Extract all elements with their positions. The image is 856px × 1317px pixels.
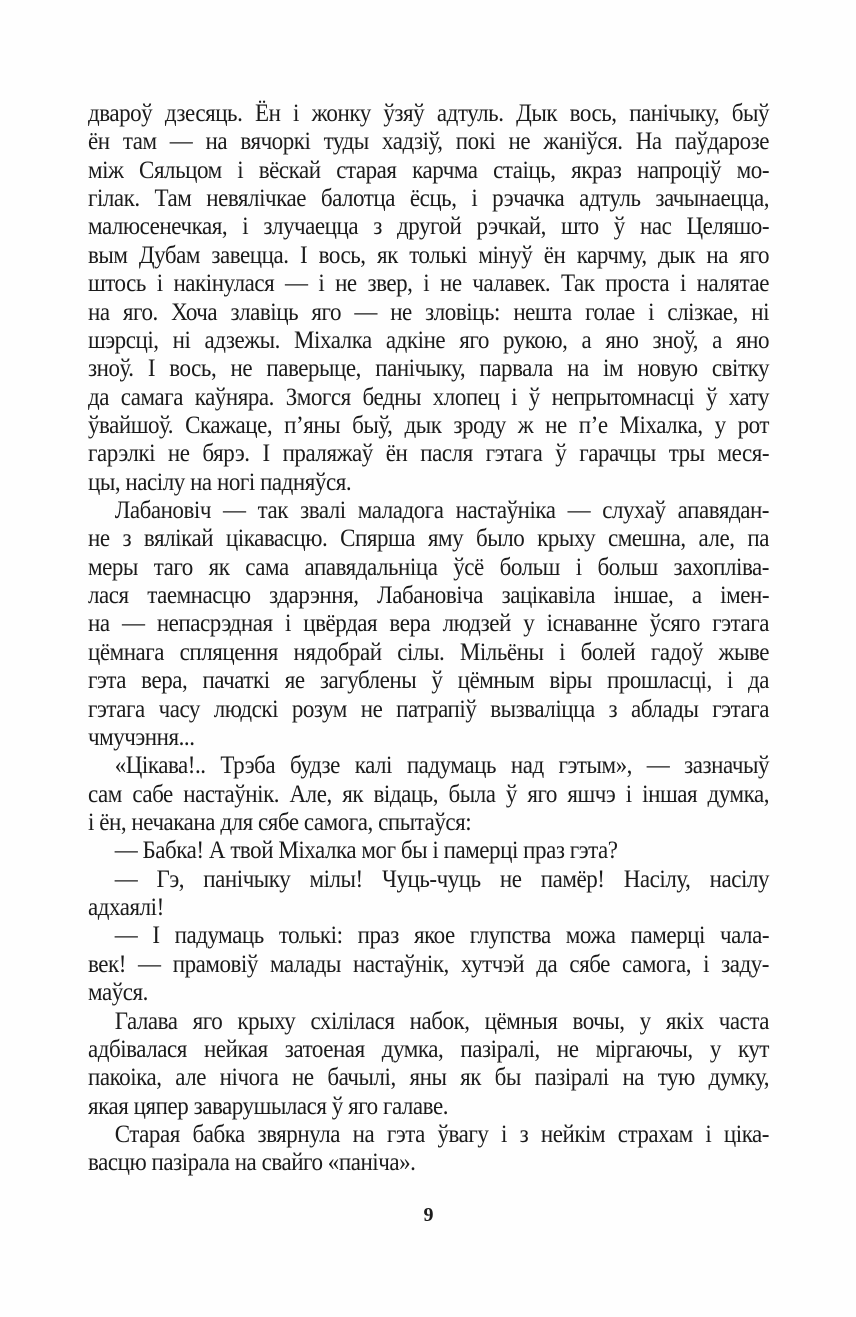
text-line: меры таго як сама апавядальніца ўсё больш і больш захопліва-: [88, 553, 770, 581]
text-line: адбівалася нейкая затоеная думка, пазіралі, не міргаючы, у кут: [88, 1035, 770, 1063]
text-line: гэта вера, пачаткі яе загублены ў цёмным віры прошласці, і да: [88, 667, 770, 695]
text-line: малюсенечкая, і злучаецца з другой рэчкай, што ў нас Целяшо-: [88, 213, 770, 241]
text-line: — Гэ, панічыку мілы! Чуць-чуць не памёр! Насілу, насілу: [114, 865, 770, 893]
text-line: на яго. Хоча злавіць яго — не зловіць: нешта голае і слізкае, ні: [88, 298, 770, 326]
text-line: васцю пазірала на свайго «паніча».: [88, 1149, 416, 1177]
text-line: якая цяпер заварушылася ў яго галаве.: [88, 1092, 448, 1120]
text-line: на — непасрэдная і цвёрдая вера людзей у існаванне ўсяго гэтага: [88, 610, 770, 638]
text-line: між Сяльцом і вёскай старая карчма стаіць, якраз напроціў мо-: [88, 156, 770, 184]
text-line: ён там — на вячоркі туды хадзіў, покі не жаніўся. На паўдарозе: [88, 128, 770, 156]
text-line: двароў дзесяць. Ён і жонку ўзяў адтуль. Дык вось, панічыку, быў: [88, 100, 770, 127]
text-line: пакоіка, але нічога не бачылі, яны як бы пазіралі на тую думку,: [88, 1064, 770, 1092]
text-line: зноў. І вось, не паверыце, панічыку, парвала на ім новую світку: [88, 355, 770, 383]
text-line: адхаялі!: [88, 894, 164, 922]
text-line: не з вялікай цікавасцю. Спярша яму было крыху смешна, але, па: [88, 525, 770, 553]
text-line: і ён, нечакана для сябе самога, спытаўся:: [88, 808, 472, 836]
text-line: вым Дубам завецца. І вось, як толькі мінуў ён карчму, дык на яго: [88, 241, 770, 269]
text-line: ўвайшоў. Скажаце, п’яны быў, дык зроду ж не п’е Міхалка, у рот: [88, 411, 770, 439]
text-line: гэтага часу людскі розум не патрапіў вызваліцца з аблады гэтага: [88, 695, 770, 723]
text-line: чмучэння...: [88, 723, 195, 751]
text-line: век! — прамовіў малады настаўнік, хутчэй да сябе самога, і заду-: [88, 950, 770, 978]
text-line: гілак. Там невялічкае балотца ёсць, і рэчачка адтуль зачынаецца,: [88, 185, 770, 213]
text-line: штось і накінулася — і не звер, і не чалавек. Так проста і налятае: [88, 270, 770, 298]
text-line: Лабановіч — так звалі маладога настаўніка — слухаў апавядан-: [114, 497, 770, 525]
page-number: 9: [423, 1204, 434, 1226]
text-line: цёмнага спляцення нядобрай сілы. Мільёны і болей гадоў жыве: [88, 638, 770, 666]
text-line: Старая бабка звярнула на гэта ўвагу і з нейкім страхам і ціка-: [114, 1120, 770, 1148]
text-line: маўся.: [88, 979, 148, 1007]
text-line: Галава яго крыху схілілася набок, цёмныя вочы, у якіх часта: [114, 1007, 770, 1035]
text-line: да самага каўняра. Змогся бедны хлопец і ў непрытомнасці ў хату: [88, 383, 770, 411]
text-line: — І падумаць толькі: праз якое глупства можа памерці чала-: [114, 922, 770, 950]
text-line: — Бабка! А твой Міхалка мог бы і памерці праз гэта?: [114, 837, 618, 865]
text-line: гарэлкі не бярэ. І праляжаў ён пасля гэтага ў гарачцы тры меся-: [88, 440, 770, 468]
text-line: сам сабе настаўнік. Але, як відаць, была ў яго яшчэ і іншая думка,: [88, 780, 770, 808]
text-line: «Цікава!.. Трэба будзе калі падумаць над гэтым», — зазначыў: [114, 752, 770, 780]
text-line: лася таемнасцю здарэння, Лабановіча зацікавіла іншае, а імен-: [88, 582, 770, 610]
text-line: цы, насілу на ногі падняўся.: [88, 468, 352, 496]
text-line: шэрсці, ні адзежы. Міхалка адкіне яго рукою, а яно зноў, а яно: [88, 326, 770, 354]
page-text: [88, 100, 769, 1178]
